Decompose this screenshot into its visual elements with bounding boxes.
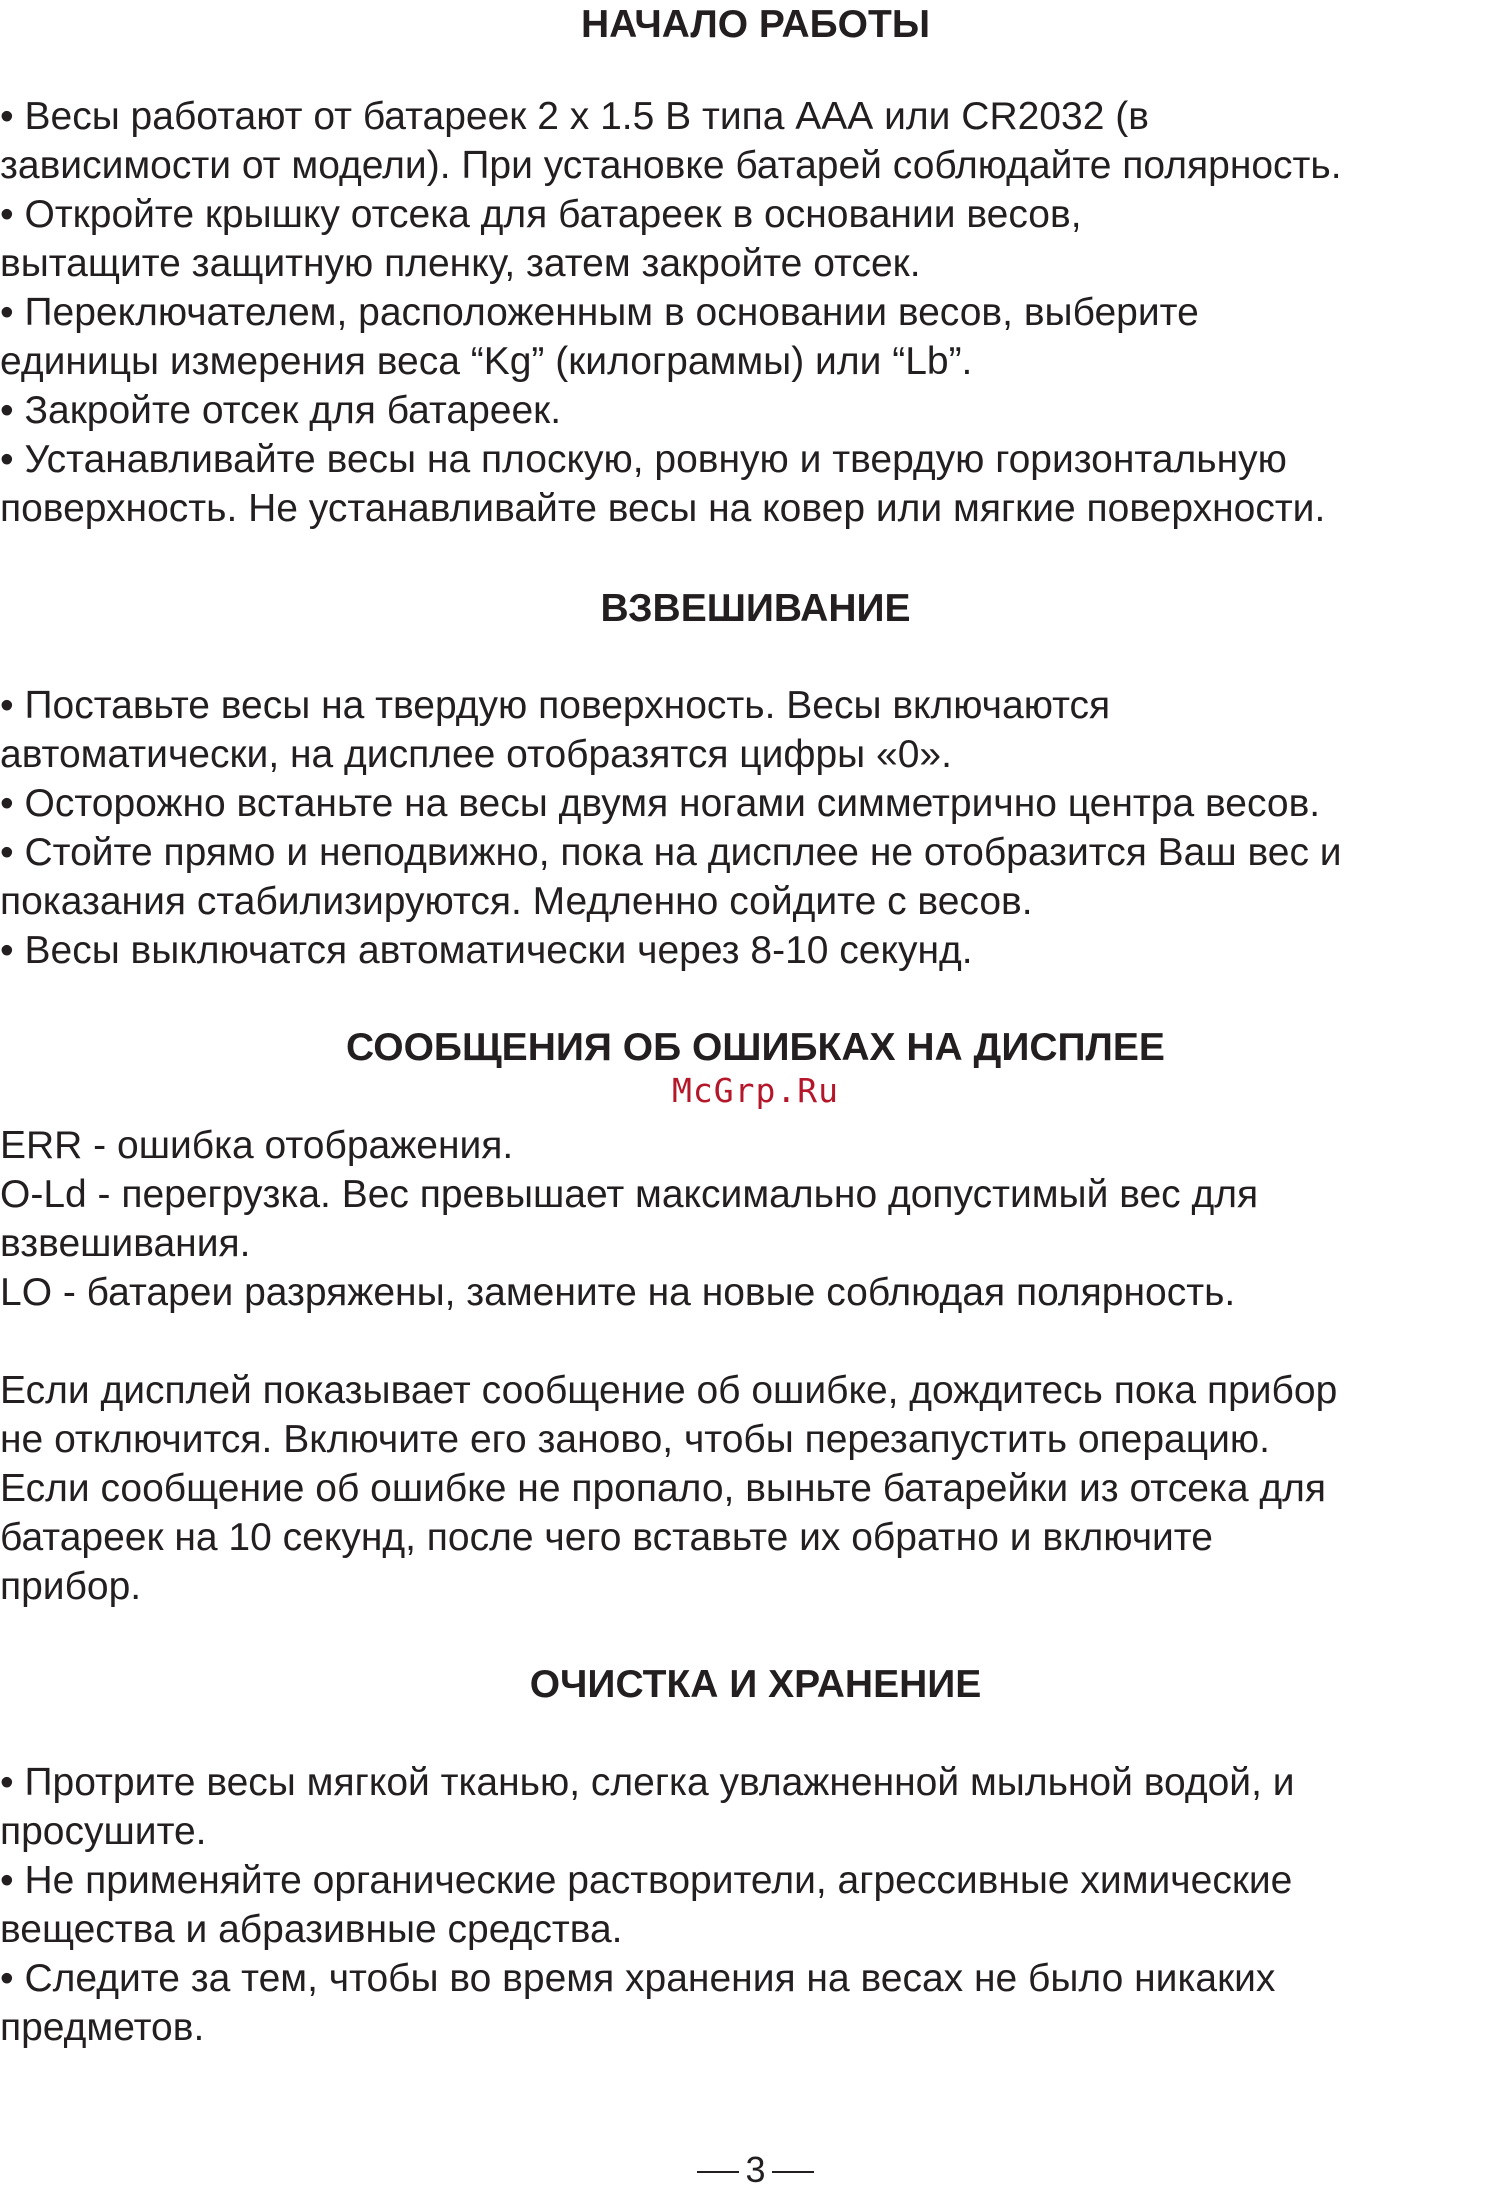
section-getting-started-body — [0, 92, 1511, 533]
text-line: • Устанавливайте весы на плоскую, ровную и твердую горизонтальную — [0, 438, 1287, 481]
text-line: предметов. — [0, 2006, 205, 2049]
text-line: Если сообщение об ошибке не пропало, выньте батарейки из отсека для — [0, 1467, 1326, 1510]
text-line: показания стабилизируются. Медленно сойдите с весов. — [0, 880, 1033, 923]
heading-error-messages: СООБЩЕНИЯ ОБ ОШИБКАХ НА ДИСПЛЕЕ — [346, 1026, 1165, 1069]
text-line: • Стойте прямо и неподвижно, пока на дисплее не отобразится Ваш вес и — [0, 831, 1342, 874]
text-line: зависимости от модели). При установке батарей соблюдайте полярность. — [0, 144, 1342, 187]
text-line: Если дисплей показывает сообщение об ошибке, дождитесь пока прибор — [0, 1369, 1338, 1412]
heading-weighing: ВЗВЕШИВАНИЕ — [600, 587, 911, 630]
text-line: • Откройте крышку отсека для батареек в основании весов, — [0, 193, 1082, 236]
text-line: • Не применяйте органические растворители, агрессивные химические — [0, 1859, 1293, 1902]
text-line: вещества и абразивные средства. — [0, 1908, 623, 1951]
text-line: автоматически, на дисплее отобразятся цифры «0». — [0, 733, 952, 776]
text-line: вытащите защитную пленку, затем закройте отсек. — [0, 242, 921, 285]
heading-cleaning-storage: ОЧИСТКА И ХРАНЕНИЕ — [529, 1663, 982, 1706]
text-line: • Переключателем, расположенным в основании весов, выберите — [0, 291, 1199, 334]
text-line: взвешивания. — [0, 1222, 251, 1265]
dash-left — [697, 2171, 739, 2173]
text-line: O-Ld - перегрузка. Вес превышает максимально допустимый вес для — [0, 1173, 1259, 1216]
page-number-value: 3 — [745, 2149, 766, 2190]
text-line: • Весы работают от батареек 2 х 1.5 В типа ААА или CR2032 (в — [0, 95, 1149, 138]
text-line: • Весы выключатся автоматически через 8-10 секунд. — [0, 929, 973, 972]
text-line: • Следите за тем, чтобы во время хранения на весах не было никаких — [0, 1957, 1276, 2000]
text-line: батареек на 10 секунд, после чего вставьте их обратно и включите — [0, 1516, 1213, 1559]
section-weighing-body — [0, 681, 1511, 975]
section-error-messages-body — [0, 1121, 1511, 1611]
text-line: • Закройте отсек для батареек. — [0, 389, 562, 432]
section-cleaning-storage-body — [0, 1758, 1511, 2052]
watermark: McGrp.Ru — [672, 1071, 839, 1110]
text-line: поверхность. Не устанавливайте весы на ковер или мягкие поверхности. — [0, 487, 1326, 530]
text-line: не отключится. Включите его заново, чтобы перезапустить операцию. — [0, 1418, 1270, 1461]
text-line: ERR - ошибка отображения. — [0, 1124, 514, 1167]
dash-right — [772, 2171, 814, 2173]
text-line: единицы измерения веса “Kg” (килограммы) или “Lb”. — [0, 340, 973, 383]
text-line: • Протрите весы мягкой тканью, слегка увлажненной мыльной водой, и — [0, 1761, 1295, 1804]
heading-getting-started: НАЧАЛО РАБОТЫ — [580, 3, 931, 46]
page-number — [0, 2150, 1511, 2190]
text-line: LO - батареи разряжены, замените на новые соблюдая полярность. — [0, 1271, 1236, 1314]
text-line: прибор. — [0, 1565, 142, 1608]
blank-line — [0, 1317, 1511, 1366]
text-line: • Поставьте весы на твердую поверхность. Весы включаются — [0, 684, 1111, 727]
text-line: • Осторожно встаньте на весы двумя ногами симметрично центра весов. — [0, 782, 1321, 825]
text-line: просушите. — [0, 1810, 207, 1853]
